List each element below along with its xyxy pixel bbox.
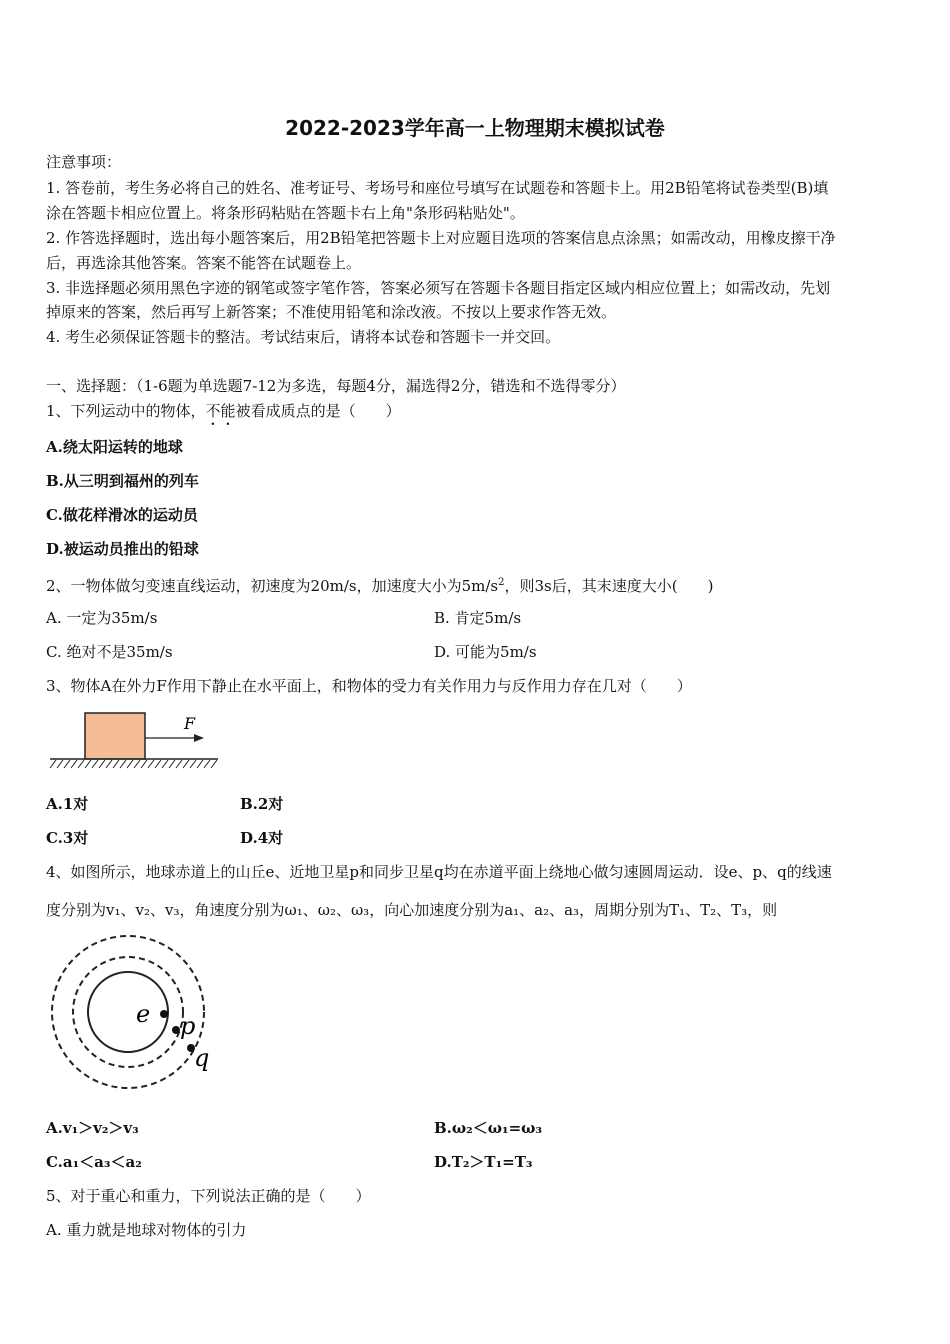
notice-line: 掉原来的答案，然后再写上新答案；不准使用铅笔和涂改液。不按以上要求作答无效。 — [46, 303, 617, 321]
q5-option-a: A. 重力就是地球对物体的引力 — [46, 1221, 247, 1239]
ground-hatch — [50, 760, 217, 768]
question-3-stem: 3、物体A在外力F作用下静止在水平面上，和物体的受力有关作用力与反作用力存在几对（ ） — [46, 677, 692, 695]
point-p — [172, 1026, 180, 1034]
notice-line: 涂在答题卡相应位置上。将条形码粘贴在答题卡右上角"条形码粘贴处"。 — [46, 204, 525, 222]
q2-option-a: A. 一定为35m/s — [46, 609, 158, 627]
q1-stem-pre: 1、下列运动中的物体， — [46, 402, 206, 420]
force-arrowhead — [194, 734, 204, 742]
q1-stem-post: 被看成质点的是（ ） — [235, 402, 401, 420]
label-q: q — [194, 1044, 210, 1072]
q1-option-d: D.被运动员推出的铅球 — [46, 540, 199, 558]
question-2-stem — [46, 573, 713, 596]
notice-line: 后，再选涂其他答案。答案不能答在试题卷上。 — [46, 254, 362, 272]
q1-option-b: B.从三明到福州的列车 — [46, 472, 199, 490]
orbit-figure — [46, 932, 226, 1092]
q3-option-a: A.1对 — [46, 795, 89, 813]
q2-stem-b: ，则3s后，其末速度大小( ) — [504, 577, 714, 595]
q4-option-a: A.v₁＞v₂＞v₃ — [46, 1119, 139, 1137]
label-p: p — [180, 1012, 196, 1040]
q2-option-b: B. 肯定5m/s — [434, 609, 522, 627]
q2-stem-sup: 2 — [498, 577, 505, 588]
section-heading: 一、选择题：（1-6题为单选题7-12为多选，每题4分，漏选得2分，错选和不选得零分） — [46, 377, 626, 395]
q2-stem-a: 2、一物体做匀变速直线运动，初速度为20m/s，加速度大小为5m/s — [46, 577, 499, 595]
page-title: 2022-2023学年高一上物理期末模拟试卷 — [285, 116, 665, 140]
block-force-figure — [46, 708, 222, 774]
notice-line: 2. 作答选择题时，选出每小题答案后，用2B铅笔把答题卡上对应题目选项的答案信息点涂黑；如需改动，用橡皮擦干净 — [46, 229, 836, 247]
q4-option-c: C.a₁＜a₃＜a₂ — [46, 1153, 142, 1171]
q1-option-c: C.做花样滑冰的运动员 — [46, 506, 198, 524]
q4-option-d: D.T₂＞T₁=T₃ — [434, 1153, 533, 1171]
question-4-line1: 4、如图所示，地球赤道上的山丘e、近地卫星p和同步卫星q均在赤道平面上绕地心做匀速圆周运动．设e、p、q的线速 — [46, 863, 832, 881]
notice-line: 3. 非选择题必须用黑色字迹的钢笔或签字笔作答，答案必须写在答题卡各题目指定区域内相应位置上；如需改动，先划 — [46, 279, 831, 297]
notice-heading: 注意事项： — [46, 153, 122, 171]
question-4-line2: 度分别为v₁、v₂、v₃，角速度分别为ω₁、ω₂、ω₃，向心加速度分别为a₁、a₂、a₃，周期分别为T₁、T₂、T₃，则 — [46, 901, 778, 919]
q2-option-c: C. 绝对不是35m/s — [46, 643, 173, 661]
block-a — [85, 713, 145, 759]
notice-line: 1. 答卷前，考生务必将自己的姓名、准考证号、考场号和座位号填写在试题卷和答题卡上。用2B铅笔将试卷类型(B)填 — [46, 179, 829, 197]
force-label: F — [184, 714, 196, 733]
label-e: e — [136, 1000, 151, 1028]
q1-emphasis: 不能 — [205, 402, 236, 420]
earth-circle — [88, 972, 168, 1052]
question-1-stem — [46, 401, 401, 429]
q3-option-c: C.3对 — [46, 829, 89, 847]
point-e — [160, 1010, 168, 1018]
q3-option-b: B.2对 — [240, 795, 284, 813]
q2-option-d: D. 可能为5m/s — [434, 643, 537, 661]
q4-option-b: B.ω₂＜ω₁=ω₃ — [434, 1119, 543, 1137]
q3-option-d: D.4对 — [240, 829, 284, 847]
notice-line: 4. 考生必须保证答题卡的整洁。考试结束后，请将本试卷和答题卡一并交回。 — [46, 328, 561, 346]
question-5-stem: 5、对于重心和重力，下列说法正确的是（ ） — [46, 1187, 371, 1205]
q1-option-a: A.绕太阳运转的地球 — [46, 438, 183, 456]
